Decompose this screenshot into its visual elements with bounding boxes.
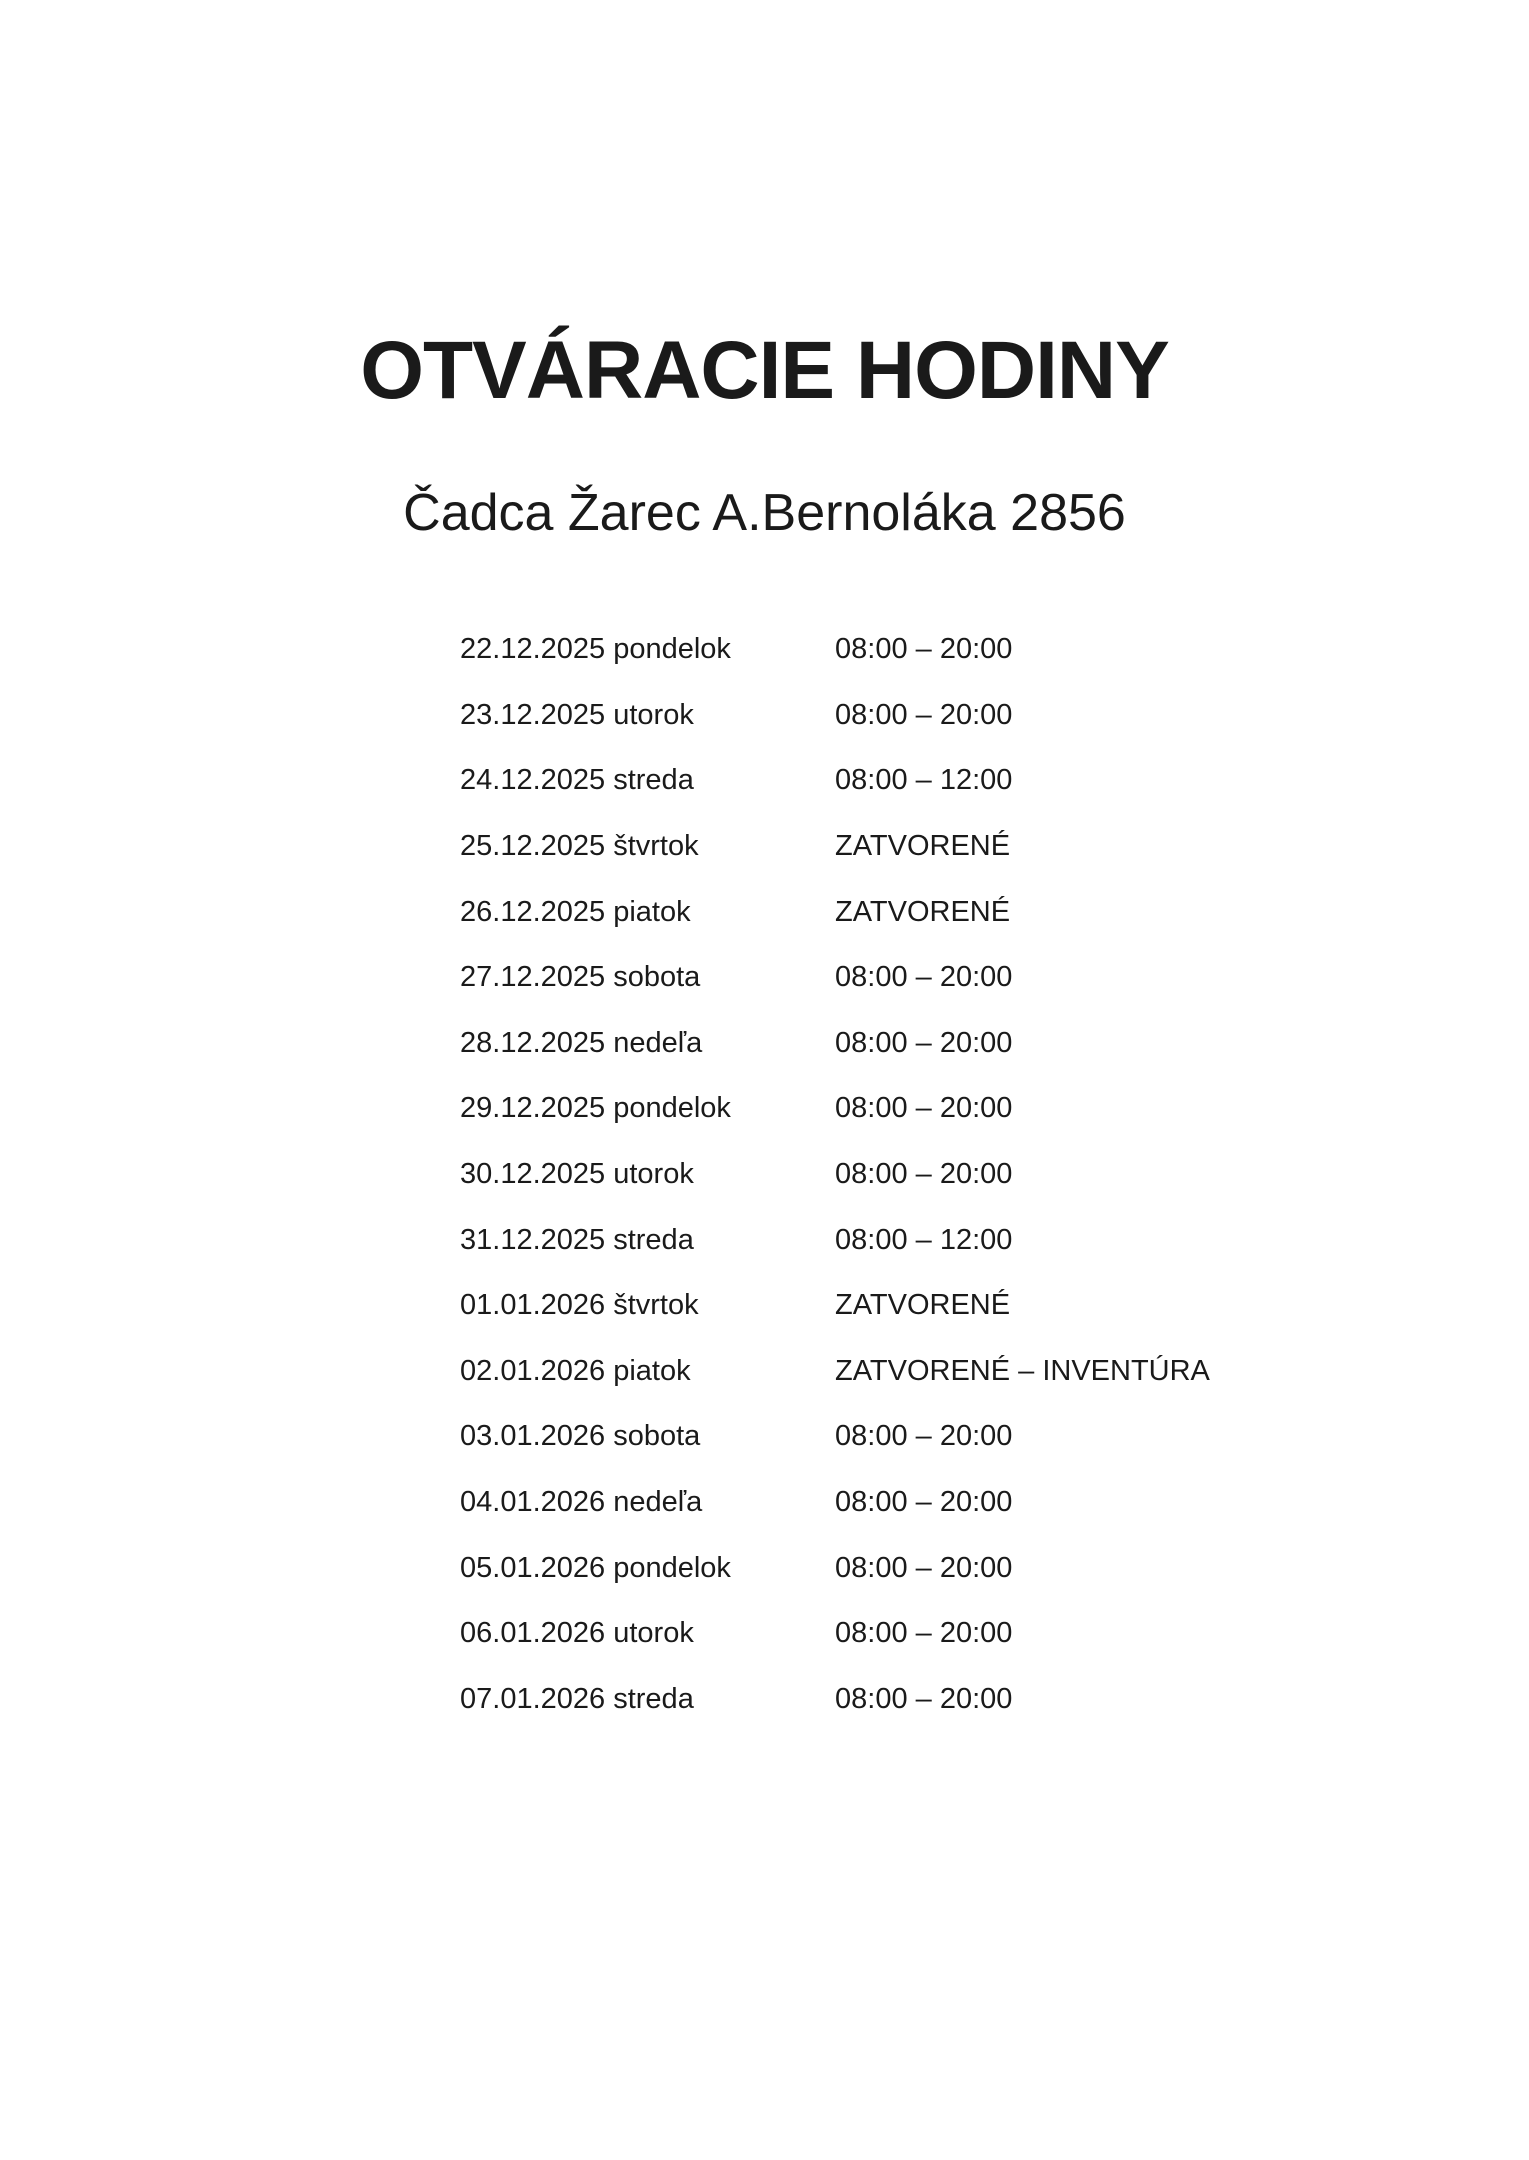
schedule-hours-cell (835, 1682, 1013, 1715)
schedule-row (460, 1207, 1529, 1273)
schedule-hours: 08:00 – 20:00 (835, 698, 1013, 731)
schedule-day: nedeľa (613, 1026, 703, 1059)
schedule-table (460, 617, 1529, 1732)
schedule-row (460, 1404, 1529, 1470)
schedule-hours-cell (835, 1354, 1210, 1387)
store-address-subtitle: Čadca Žarec A.Bernoláka 2856 (403, 484, 1126, 542)
schedule-day: štvrtok (613, 830, 699, 863)
schedule-date: 27.12.2025 (460, 961, 606, 994)
schedule-day: streda (613, 1682, 694, 1715)
schedule-day: piatok (613, 1354, 691, 1387)
schedule-date-cell (460, 1160, 835, 1189)
schedule-hours: 08:00 – 20:00 (835, 1617, 1013, 1650)
schedule-hours: 08:00 – 20:00 (835, 1026, 1013, 1059)
schedule-date-cell (460, 895, 835, 928)
schedule-row (460, 1601, 1529, 1667)
schedule-hours: 08:00 – 20:00 (835, 1682, 1013, 1715)
schedule-date-cell (460, 698, 835, 731)
schedule-hours-cell (835, 1488, 1012, 1517)
schedule-date: 30.12.2025 (460, 1158, 606, 1191)
schedule-hours-cell (835, 895, 1011, 928)
schedule-date-cell (460, 766, 835, 795)
schedule-day: utorok (613, 1158, 694, 1191)
schedule-date: 05.01.2026 (460, 1551, 606, 1584)
schedule-day: štvrtok (613, 1289, 699, 1322)
schedule-date-cell (460, 832, 835, 861)
schedule-hours-cell (835, 1094, 1012, 1123)
schedule-hours: 08:00 – 12:00 (835, 764, 1013, 797)
schedule-row (460, 617, 1529, 683)
schedule-date-cell (460, 1682, 835, 1715)
schedule-hours-cell (835, 1160, 1012, 1189)
schedule-date-cell (460, 1551, 835, 1584)
schedule-day: utorok (613, 1617, 694, 1650)
schedule-date: 03.01.2026 (460, 1420, 606, 1453)
schedule-hours-cell (835, 698, 1013, 731)
schedule-hours: 08:00 – 20:00 (835, 633, 1013, 666)
schedule-day: utorok (613, 698, 694, 731)
schedule-day: pondelok (613, 633, 731, 666)
schedule-hours: ZATVORENÉ – INVENTÚRA (835, 1354, 1210, 1387)
schedule-date: 02.01.2026 (460, 1354, 606, 1387)
schedule-date: 26.12.2025 (460, 895, 606, 928)
schedule-date: 22.12.2025 (460, 633, 606, 666)
schedule-date-cell (460, 1619, 835, 1648)
schedule-row (460, 1339, 1529, 1405)
schedule-hours: 08:00 – 20:00 (835, 961, 1013, 994)
schedule-date: 07.01.2026 (460, 1682, 606, 1715)
schedule-date-cell (460, 1094, 835, 1123)
schedule-hours-cell (835, 766, 1012, 795)
schedule-hours-cell (835, 963, 1012, 992)
schedule-row (460, 1667, 1529, 1733)
schedule-day: sobota (613, 961, 701, 994)
schedule-date-cell (460, 635, 835, 664)
schedule-hours-cell (835, 1291, 1010, 1320)
schedule-row (460, 1470, 1529, 1536)
schedule-date-cell (460, 1026, 835, 1059)
schedule-hours-cell (835, 1422, 1012, 1451)
schedule-day: pondelok (613, 1092, 731, 1125)
schedule-row (460, 683, 1529, 749)
schedule-date-cell (460, 963, 835, 992)
schedule-date-cell (460, 1354, 835, 1387)
schedule-date: 01.01.2026 (460, 1289, 606, 1322)
schedule-hours: 08:00 – 12:00 (835, 1223, 1013, 1256)
schedule-hours: 08:00 – 20:00 (835, 1092, 1013, 1125)
schedule-row (460, 1011, 1529, 1077)
schedule-hours: 08:00 – 20:00 (835, 1158, 1013, 1191)
schedule-hours: ZATVORENÉ (835, 895, 1011, 928)
schedule-date: 06.01.2026 (460, 1617, 606, 1650)
schedule-day: sobota (613, 1420, 701, 1453)
schedule-day: piatok (613, 895, 691, 928)
schedule-hours: ZATVORENÉ (835, 1289, 1011, 1322)
schedule-hours: 08:00 – 20:00 (835, 1551, 1013, 1584)
schedule-row (460, 1535, 1529, 1601)
schedule-hours-cell (835, 1619, 1012, 1648)
schedule-date-cell (460, 1488, 835, 1517)
schedule-hours-cell (835, 1223, 1013, 1256)
schedule-hours-cell (835, 1026, 1013, 1059)
schedule-day: nedeľa (613, 1486, 703, 1519)
schedule-date: 23.12.2025 (460, 698, 606, 731)
schedule-hours: ZATVORENÉ (835, 830, 1011, 863)
page-title: OTVÁRACIE HODINY (360, 325, 1169, 416)
schedule-row (460, 945, 1529, 1011)
schedule-date: 28.12.2025 (460, 1026, 606, 1059)
schedule-hours: 08:00 – 20:00 (835, 1486, 1013, 1519)
schedule-hours: 08:00 – 20:00 (835, 1420, 1013, 1453)
schedule-date-cell (460, 1291, 835, 1320)
schedule-hours-cell (835, 832, 1010, 861)
schedule-row (460, 814, 1529, 880)
schedule-date: 29.12.2025 (460, 1092, 606, 1125)
schedule-day: streda (613, 764, 694, 797)
schedule-row (460, 748, 1529, 814)
schedule-date-cell (460, 1223, 835, 1256)
schedule-date: 31.12.2025 (460, 1223, 606, 1256)
schedule-day: pondelok (613, 1551, 731, 1584)
schedule-row (460, 1273, 1529, 1339)
schedule-date-cell (460, 1422, 835, 1451)
schedule-date: 25.12.2025 (460, 830, 606, 863)
schedule-day: streda (613, 1223, 694, 1256)
schedule-hours-cell (835, 1551, 1013, 1584)
schedule-row (460, 1076, 1529, 1142)
schedule-row (460, 879, 1529, 945)
schedule-date: 24.12.2025 (460, 764, 606, 797)
schedule-hours-cell (835, 635, 1012, 664)
schedule-date: 04.01.2026 (460, 1486, 606, 1519)
schedule-row (460, 1142, 1529, 1208)
